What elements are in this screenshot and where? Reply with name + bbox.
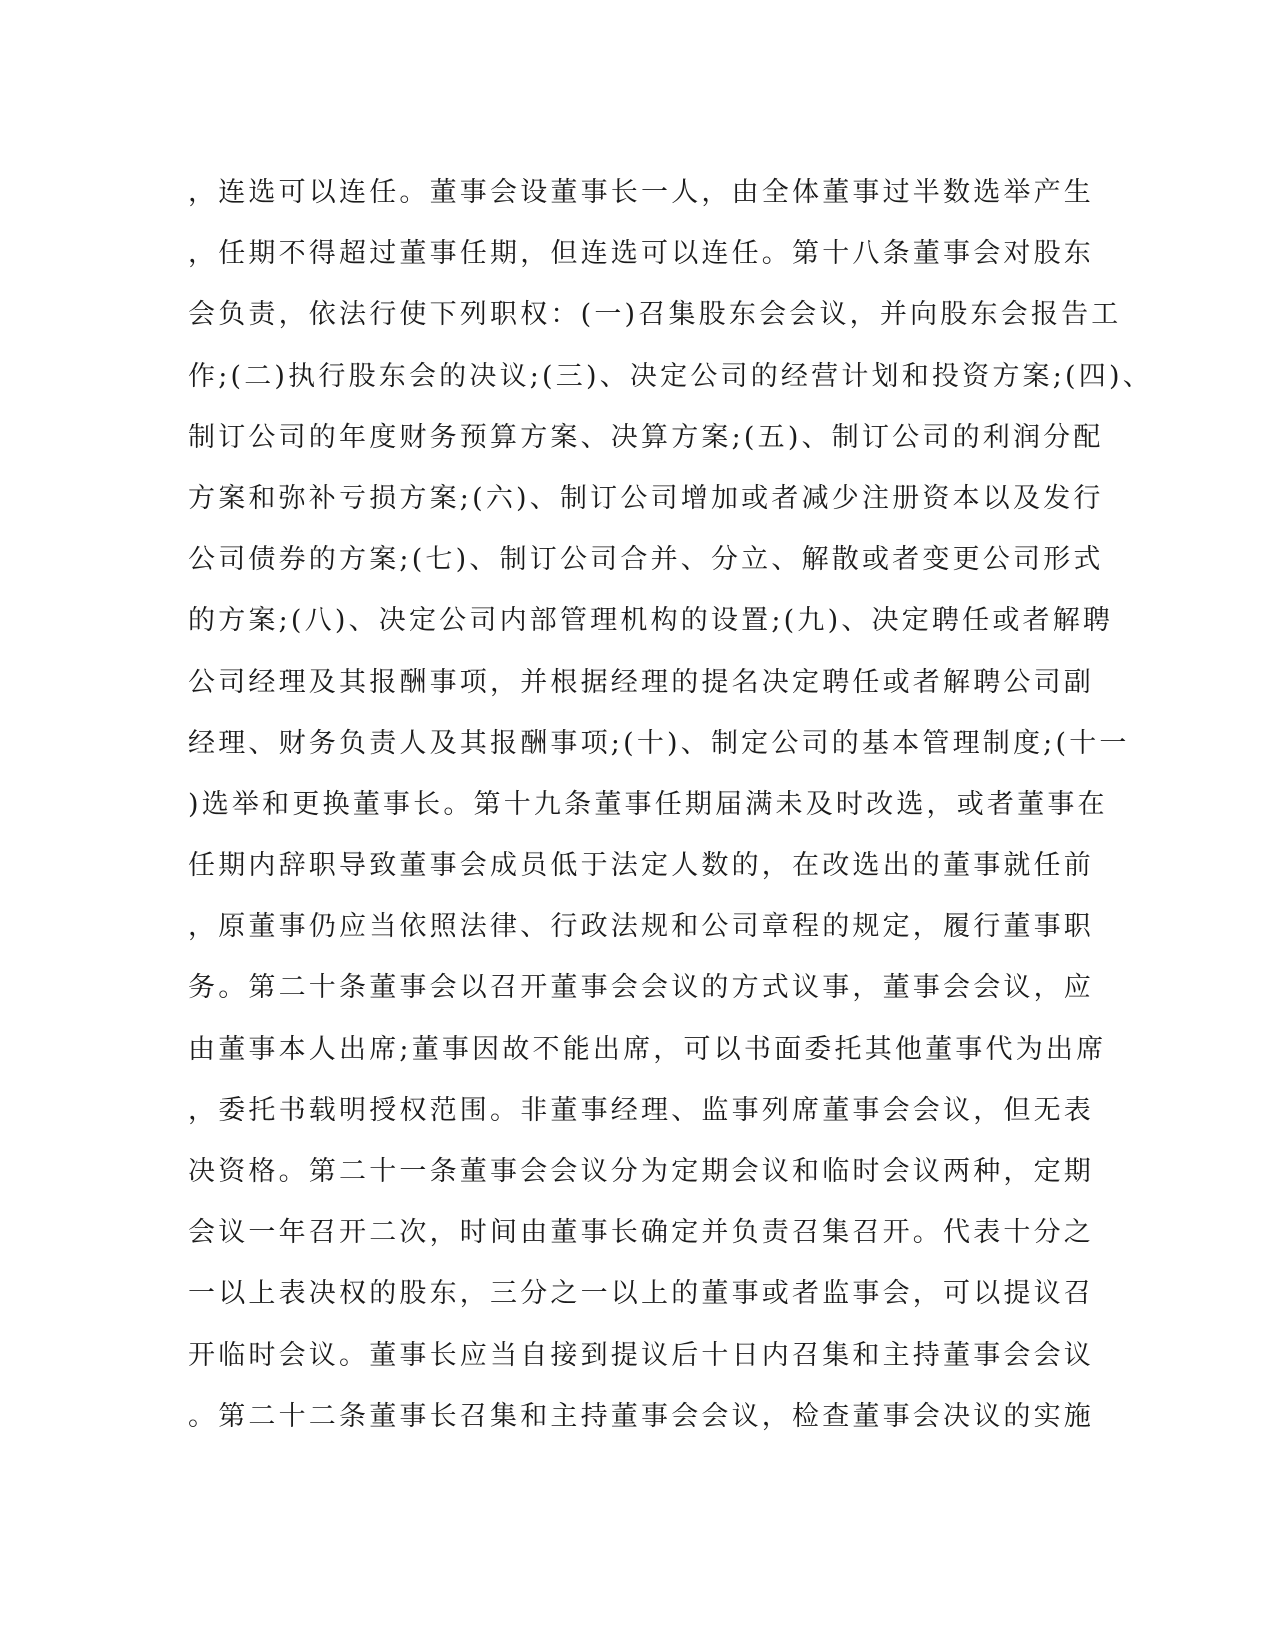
text-line: 方案和弥补亏损方案;(六)、制订公司增加或者减少注册资本以及发行 (188, 482, 1104, 514)
body-text (188, 162, 1153, 1447)
text-line: 会负责，依法行使下列职权：(一)召集股东会会议，并向股东会报告工 (188, 299, 1122, 331)
text-line: 务。第二十条董事会以召开董事会会议的方式议事，董事会会议，应 (188, 972, 1094, 1004)
text-line: 。第二十二条董事长召集和主持董事会会议，检查董事会决议的实施 (188, 1400, 1094, 1432)
text-line: ，连选可以连任。董事会设董事长一人，由全体董事过半数选举产生 (188, 177, 1094, 208)
text-line: 公司经理及其报酬事项，并根据经理的提名决定聘任或者解聘公司副 (188, 666, 1094, 698)
text-line: 的方案;(八)、决定公司内部管理机构的设置;(九)、决定聘任或者解聘 (188, 605, 1114, 637)
text-line: 决资格。第二十一条董事会会议分为定期会议和临时会议两种，定期 (188, 1156, 1094, 1187)
text-line: 由董事本人出席;董事因故不能出席，可以书面委托其他董事代为出席 (188, 1033, 1107, 1065)
text-line: ，任期不得超过董事任期，但连选可以连任。第十八条董事会对股东 (188, 238, 1094, 270)
text-line: 一以上表决权的股东，三分之一以上的董事或者监事会，可以提议召 (188, 1278, 1094, 1310)
text-line: 任期内辞职导致董事会成员低于法定人数的，在改选出的董事就任前 (188, 850, 1094, 882)
text-line: 会议一年召开二次，时间由董事长确定并负责召集召开。代表十分之 (188, 1217, 1094, 1249)
text-line: ，委托书载明授权范围。非董事经理、监事列席董事会会议，但无表 (188, 1094, 1094, 1126)
text-line: 公司债券的方案;(七)、制订公司合并、分立、解散或者变更公司形式 (188, 544, 1104, 576)
text-line: 制订公司的年度财务预算方案、决算方案;(五)、制订公司的利润分配 (188, 421, 1104, 453)
text-line: ，原董事仍应当依照法律、行政法规和公司章程的规定，履行董事职 (188, 911, 1094, 943)
text-line: 经理、财务负责人及其报酬事项;(十)、制定公司的基本管理制度;(十一 (188, 727, 1130, 759)
text-line: 作;(二)执行股东会的决议;(三)、决定公司的经营计划和投资方案;(四)、 (188, 360, 1153, 392)
text-line: )选举和更换董事长。第十九条董事任期届满未及时改选，或者董事在 (188, 788, 1108, 820)
text-line: 开临时会议。董事长应当自接到提议后十日内召集和主持董事会会议 (188, 1339, 1094, 1371)
